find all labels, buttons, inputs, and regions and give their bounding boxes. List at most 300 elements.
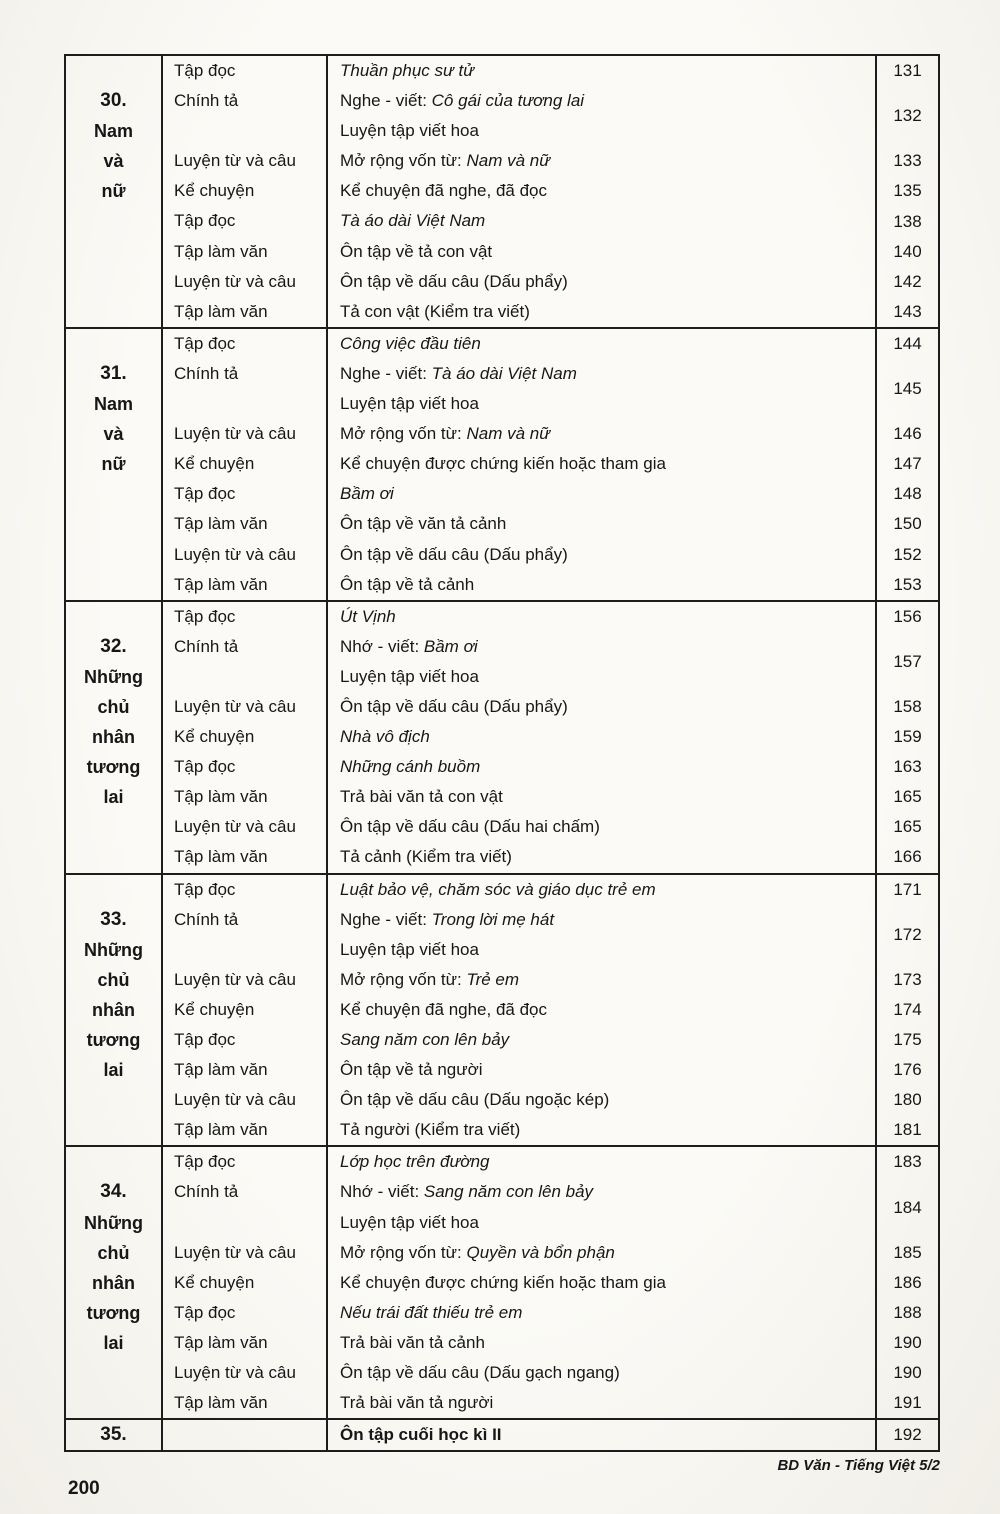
toc-row xyxy=(163,1085,938,1115)
toc-row xyxy=(163,1298,938,1328)
title-italic-segment: Nếu trái đất thiếu trẻ em xyxy=(340,1302,523,1322)
title-italic-segment: Út Vịnh xyxy=(340,606,396,626)
week-block xyxy=(66,1147,938,1420)
title-segment: Ôn tập về văn tả cảnh xyxy=(340,514,507,534)
title-segment: Ôn tập về dấu câu (Dấu phẩy) xyxy=(340,271,568,291)
lesson-type: Luyện từ và câu xyxy=(174,696,296,716)
lesson-title xyxy=(326,146,877,176)
toc-row xyxy=(163,1147,938,1177)
lesson-title-line xyxy=(340,419,875,449)
lesson-type: Kể chuyện xyxy=(174,181,255,201)
week-theme-word: tương xyxy=(86,1030,141,1050)
title-segment: Ôn tập về dấu câu (Dấu ngoặc kép) xyxy=(340,1090,610,1110)
toc-row xyxy=(163,632,938,692)
lesson-title-line xyxy=(340,602,875,632)
week-number: 32. xyxy=(100,635,127,657)
title-segment: Luyện tập viết hoa xyxy=(340,939,479,959)
lesson-title-line xyxy=(340,1358,875,1388)
title-segment: Luyện tập viết hoa xyxy=(340,1212,479,1232)
week-block xyxy=(66,1420,938,1450)
title-segment: Ôn tập về dấu câu (Dấu phẩy) xyxy=(340,544,568,564)
toc-row xyxy=(163,329,938,359)
week-rows xyxy=(163,602,938,873)
lesson-title xyxy=(326,509,877,539)
toc-row xyxy=(163,86,938,146)
toc-row xyxy=(163,359,938,419)
week-number: 30. xyxy=(100,90,127,112)
title-italic-segment: Bầm ơi xyxy=(340,484,394,504)
lesson-title-line xyxy=(340,632,875,662)
lesson-title-line xyxy=(340,146,875,176)
week-rows xyxy=(163,56,938,327)
title-segment: Ôn tập về tả cảnh xyxy=(340,574,475,594)
title-italic-segment: Trẻ em xyxy=(466,969,520,989)
lesson-type: Tập làm văn xyxy=(174,787,268,807)
lesson-title xyxy=(326,875,877,905)
lesson-type: Tập làm văn xyxy=(174,847,268,867)
toc-row xyxy=(163,206,938,236)
title-segment: Tả người (Kiểm tra viết) xyxy=(340,1120,521,1140)
lesson-title xyxy=(326,1358,877,1388)
lesson-type: Tập đọc xyxy=(174,879,236,899)
week-theme-word: chủ xyxy=(97,969,130,990)
lesson-title-line xyxy=(340,782,875,812)
lesson-title xyxy=(326,570,877,600)
title-segment: Ôn tập cuối học kì II xyxy=(340,1425,502,1445)
page-ref: 150 xyxy=(893,514,922,534)
page-ref: 145 xyxy=(893,379,922,399)
title-italic-segment: Công việc đầu tiên xyxy=(340,333,481,353)
title-segment: Nghe - viết: xyxy=(340,363,432,383)
page-ref: 191 xyxy=(893,1393,922,1413)
page-ref: 190 xyxy=(893,1332,922,1352)
lesson-type: Tập đọc xyxy=(174,1030,236,1049)
week-theme-word: Những xyxy=(83,666,144,687)
title-italic-segment: Nam và nữ xyxy=(466,151,550,171)
lesson-title xyxy=(326,1388,877,1418)
toc-row xyxy=(163,1358,938,1388)
lesson-title-line xyxy=(340,1298,875,1328)
lesson-title-line xyxy=(340,965,875,995)
week-theme-word: chủ xyxy=(97,1242,130,1263)
lesson-title xyxy=(326,540,877,570)
title-italic-segment: Nhà vô địch xyxy=(340,727,430,747)
page-ref: 165 xyxy=(893,817,922,837)
toc-row xyxy=(163,965,938,995)
title-italic-segment: Cô gái của tương lai xyxy=(431,91,585,111)
lesson-title-line xyxy=(340,56,875,86)
title-italic-segment: Tà áo dài Việt Nam xyxy=(431,363,577,383)
lesson-title xyxy=(326,842,877,872)
week-label xyxy=(66,602,163,873)
toc-row xyxy=(163,905,938,965)
lesson-title xyxy=(326,1055,877,1085)
title-italic-segment: Nam và nữ xyxy=(466,424,550,444)
page-ref: 153 xyxy=(893,574,922,594)
week-number: 35. xyxy=(100,1424,127,1446)
lesson-type xyxy=(163,1420,326,1450)
title-segment: Luyện tập viết hoa xyxy=(340,666,479,686)
title-segment: Kể chuyện được chứng kiến hoặc tham gia xyxy=(340,454,666,474)
lesson-title xyxy=(326,995,877,1025)
week-block xyxy=(66,56,938,329)
week-block xyxy=(66,329,938,602)
lesson-title-line xyxy=(340,297,875,327)
toc-table xyxy=(64,54,940,1452)
lesson-title-line xyxy=(340,1208,875,1238)
page-ref: 132 xyxy=(893,106,922,126)
title-segment: Nhớ - viết: xyxy=(340,636,424,656)
page-ref: 181 xyxy=(893,1120,922,1140)
week-theme-word: nhân xyxy=(92,1272,135,1293)
lesson-title-line xyxy=(340,1025,875,1055)
title-segment: Tả con vật (Kiểm tra viết) xyxy=(340,301,530,321)
page-ref: 142 xyxy=(893,271,922,291)
page-ref: 186 xyxy=(893,1272,922,1292)
week-label xyxy=(66,329,163,600)
lesson-type: Tập đọc xyxy=(174,333,236,353)
page-ref: 140 xyxy=(893,241,922,261)
title-italic-segment: Bầm ơi xyxy=(423,636,478,656)
page-ref: 131 xyxy=(893,61,922,81)
toc-row xyxy=(163,1268,938,1298)
lesson-type: Chính tả xyxy=(174,363,239,383)
toc-row xyxy=(163,56,938,86)
title-segment: Ôn tập về tả con vật xyxy=(340,241,493,261)
week-theme-word: chủ xyxy=(97,696,130,717)
title-italic-segment: Luật bảo vệ, chăm sóc và giáo dục trẻ em xyxy=(340,879,656,899)
lesson-type: Luyện từ và câu xyxy=(174,271,296,291)
toc-row xyxy=(163,602,938,632)
toc-row xyxy=(163,540,938,570)
week-theme-word: lai xyxy=(103,787,124,808)
lesson-type: Kể chuyện xyxy=(174,999,255,1019)
lesson-title xyxy=(326,1298,877,1328)
lesson-type: Tập đọc xyxy=(174,211,236,231)
lesson-title xyxy=(326,1328,877,1358)
lesson-title-line xyxy=(340,1420,875,1450)
toc-row xyxy=(163,297,938,327)
lesson-title-line xyxy=(340,267,875,297)
title-segment: Trả bài văn tả người xyxy=(340,1393,494,1413)
lesson-type: Tập đọc xyxy=(174,61,236,80)
lesson-title-line xyxy=(340,389,875,419)
lesson-title-line xyxy=(340,176,875,206)
page-ref: 144 xyxy=(893,333,922,353)
toc-row xyxy=(163,1420,938,1450)
lesson-type: Tập làm văn xyxy=(174,1060,268,1080)
page-ref: 147 xyxy=(893,454,922,474)
page-ref: 183 xyxy=(893,1152,922,1172)
lesson-title xyxy=(326,176,877,206)
lesson-title-line xyxy=(340,116,875,146)
lesson-title-line xyxy=(340,1177,875,1207)
lesson-title-line xyxy=(340,995,875,1025)
page-ref: 188 xyxy=(893,1302,922,1322)
title-segment: Trả bài văn tả con vật xyxy=(340,787,503,807)
title-segment: Ôn tập về dấu câu (Dấu hai chấm) xyxy=(340,817,600,837)
lesson-title-line xyxy=(340,1147,875,1177)
toc-row xyxy=(163,1388,938,1418)
toc-row xyxy=(163,995,938,1025)
lesson-type: Kể chuyện xyxy=(174,454,255,474)
lesson-type: Tập làm văn xyxy=(174,574,268,594)
lesson-type: Tập làm văn xyxy=(174,1332,268,1352)
lesson-title xyxy=(326,752,877,782)
lesson-title-line xyxy=(340,812,875,842)
page-ref: 166 xyxy=(893,847,922,867)
lesson-title-line xyxy=(340,752,875,782)
page-ref: 146 xyxy=(893,424,922,444)
lesson-title-line xyxy=(340,1085,875,1115)
lesson-title xyxy=(326,782,877,812)
week-block xyxy=(66,875,938,1148)
lesson-type: Kể chuyện xyxy=(174,727,255,747)
week-theme-word: và xyxy=(103,151,124,172)
lesson-title-line xyxy=(340,1238,875,1268)
title-segment: Nhớ - viết: xyxy=(340,1182,424,1202)
toc-row xyxy=(163,752,938,782)
lesson-title-line xyxy=(340,509,875,539)
lesson-title-line xyxy=(340,206,875,236)
title-italic-segment: Quyền và bổn phận xyxy=(466,1242,615,1262)
week-theme-word: Những xyxy=(83,1212,144,1233)
lesson-title xyxy=(326,1025,877,1055)
page-ref: 180 xyxy=(893,1090,922,1110)
week-rows xyxy=(163,1420,938,1450)
toc-row xyxy=(163,1238,938,1268)
lesson-title-line xyxy=(340,1055,875,1085)
toc-row xyxy=(163,1328,938,1358)
lesson-title-line xyxy=(340,86,875,116)
week-label xyxy=(66,875,163,1146)
week-theme-word: Nam xyxy=(93,394,133,415)
page-ref: 158 xyxy=(893,697,922,717)
week-label xyxy=(66,1147,163,1418)
page-ref: 157 xyxy=(893,651,922,671)
title-segment: Kể chuyện đã nghe, đã đọc xyxy=(340,999,547,1019)
toc-row xyxy=(163,570,938,600)
lesson-title-line xyxy=(340,842,875,872)
lesson-title-line xyxy=(340,692,875,722)
title-segment: Kể chuyện đã nghe, đã đọc xyxy=(340,181,547,201)
week-rows xyxy=(163,1147,938,1418)
lesson-title xyxy=(326,86,877,146)
toc-row xyxy=(163,1055,938,1085)
page-ref: 190 xyxy=(893,1363,922,1383)
lesson-title xyxy=(326,359,877,419)
toc-row xyxy=(163,479,938,509)
week-block xyxy=(66,602,938,875)
lesson-title xyxy=(326,206,877,236)
title-segment: Tả cảnh (Kiểm tra viết) xyxy=(340,847,512,867)
page-ref: 135 xyxy=(893,181,922,201)
toc-row xyxy=(163,875,938,905)
lesson-title xyxy=(326,329,877,359)
lesson-title-line xyxy=(340,359,875,389)
lesson-title xyxy=(326,1420,877,1450)
lesson-title-line xyxy=(340,722,875,752)
week-rows xyxy=(163,329,938,600)
lesson-type: Tập làm văn xyxy=(174,514,268,534)
week-theme-word: Những xyxy=(83,939,144,960)
lesson-title xyxy=(326,812,877,842)
lesson-title-line xyxy=(340,1268,875,1298)
lesson-title-line xyxy=(340,1115,875,1145)
week-theme-word: tương xyxy=(86,1302,141,1323)
title-italic-segment: Tà áo dài Việt Nam xyxy=(340,211,486,231)
toc-row xyxy=(163,449,938,479)
title-italic-segment: Lớp học trên đường xyxy=(340,1152,490,1172)
week-rows xyxy=(163,875,938,1146)
lesson-type: Tập đọc xyxy=(174,1152,236,1172)
toc-row xyxy=(163,782,938,812)
week-label xyxy=(66,56,163,327)
toc-row xyxy=(163,692,938,722)
lesson-title-line xyxy=(340,905,875,935)
lesson-type: Chính tả xyxy=(174,1182,239,1202)
lesson-title xyxy=(326,297,877,327)
title-segment: Kể chuyện được chứng kiến hoặc tham gia xyxy=(340,1272,666,1292)
page-ref: 148 xyxy=(893,484,922,504)
week-label xyxy=(66,1420,163,1450)
title-segment: Luyện tập viết hoa xyxy=(340,394,479,414)
lesson-type: Tập đọc xyxy=(174,757,236,777)
week-theme-word: nhân xyxy=(92,727,135,748)
page-ref: 152 xyxy=(893,544,922,564)
lesson-type: Luyện từ và câu xyxy=(174,151,296,171)
lesson-title xyxy=(326,1115,877,1145)
title-segment: Mở rộng vốn từ: xyxy=(340,1242,467,1262)
page-ref: 172 xyxy=(893,924,922,944)
lesson-title xyxy=(326,1268,877,1298)
page-ref: 192 xyxy=(893,1425,922,1445)
lesson-title-line xyxy=(340,662,875,692)
lesson-title xyxy=(326,692,877,722)
title-segment: Trả bài văn tả cảnh xyxy=(340,1332,485,1352)
lesson-title-line xyxy=(340,1328,875,1358)
page-ref: 174 xyxy=(893,999,922,1019)
toc-row xyxy=(163,1177,938,1237)
week-theme-word: nữ xyxy=(101,454,126,475)
page-ref: 184 xyxy=(893,1197,922,1217)
title-segment: Mở rộng vốn từ: xyxy=(340,969,467,989)
lesson-type: Luyện từ và câu xyxy=(174,817,296,837)
lesson-type: Tập đọc xyxy=(174,484,236,504)
lesson-type: Chính tả xyxy=(174,91,239,111)
lesson-title xyxy=(326,722,877,752)
lesson-title xyxy=(326,419,877,449)
lesson-title xyxy=(326,237,877,267)
week-number: 34. xyxy=(100,1181,127,1203)
title-italic-segment: Trong lời mẹ hát xyxy=(431,909,555,929)
page-ref: 175 xyxy=(893,1030,922,1050)
title-italic-segment: Sang năm con lên bảy xyxy=(423,1182,594,1202)
week-theme-word: lai xyxy=(103,1332,124,1353)
lesson-title-line xyxy=(340,540,875,570)
lesson-type: Kể chuyện xyxy=(174,1272,255,1292)
lesson-title xyxy=(326,1177,877,1237)
lesson-title xyxy=(326,1147,877,1177)
lesson-title-line xyxy=(340,449,875,479)
week-theme-word: nhân xyxy=(92,999,135,1020)
page-ref: 171 xyxy=(893,879,922,899)
lesson-title-line xyxy=(340,329,875,359)
lesson-type: Luyện từ và câu xyxy=(174,969,296,989)
lesson-title xyxy=(326,965,877,995)
lesson-type: Chính tả xyxy=(174,636,239,656)
title-italic-segment: Những cánh buồm xyxy=(340,757,481,777)
toc-row xyxy=(163,509,938,539)
week-theme-word: tương xyxy=(86,757,141,778)
title-segment: Mở rộng vốn từ: xyxy=(340,151,467,171)
toc-row xyxy=(163,146,938,176)
lesson-type: Luyện từ và câu xyxy=(174,1242,296,1262)
lesson-type: Tập làm văn xyxy=(174,1120,268,1140)
lesson-title-line xyxy=(340,935,875,965)
toc-row xyxy=(163,176,938,206)
page-ref: 173 xyxy=(893,969,922,989)
title-segment: Luyện tập viết hoa xyxy=(340,121,479,141)
title-segment: Ôn tập về dấu câu (Dấu gạch ngang) xyxy=(340,1363,620,1383)
lesson-title xyxy=(326,449,877,479)
lesson-type: Luyện từ và câu xyxy=(174,424,296,444)
toc-row xyxy=(163,722,938,752)
week-theme-word: Nam xyxy=(93,121,133,142)
page-ref: 156 xyxy=(893,606,922,626)
lesson-type: Luyện từ và câu xyxy=(174,544,296,564)
toc-row xyxy=(163,419,938,449)
lesson-type: Tập đọc xyxy=(174,1302,236,1322)
lesson-title xyxy=(326,632,877,692)
week-theme-word: và xyxy=(103,424,124,445)
toc-row xyxy=(163,842,938,872)
folio-page-number: 200 xyxy=(68,1478,100,1499)
title-segment: Nghe - viết: xyxy=(340,909,432,929)
lesson-title xyxy=(326,56,877,86)
lesson-type: Luyện từ và câu xyxy=(174,1363,296,1383)
lesson-type: Chính tả xyxy=(174,909,239,929)
toc-row xyxy=(163,1025,938,1055)
lesson-type: Tập đọc xyxy=(174,606,236,626)
lesson-title xyxy=(326,1238,877,1268)
lesson-title-line xyxy=(340,570,875,600)
lesson-title-line xyxy=(340,479,875,509)
lesson-title xyxy=(326,479,877,509)
page-ref: 185 xyxy=(893,1242,922,1262)
week-theme-word: nữ xyxy=(101,181,126,202)
lesson-title-line xyxy=(340,875,875,905)
toc-row xyxy=(163,1115,938,1145)
lesson-type: Tập làm văn xyxy=(174,301,268,321)
lesson-title-line xyxy=(340,237,875,267)
title-italic-segment: Sang năm con lên bảy xyxy=(340,1030,510,1049)
page-ref: 163 xyxy=(893,757,922,777)
lesson-title-line xyxy=(340,1388,875,1418)
page-ref: 176 xyxy=(893,1060,922,1080)
week-number: 33. xyxy=(100,908,127,930)
title-segment: Ôn tập về dấu câu (Dấu phẩy) xyxy=(340,696,568,716)
title-italic-segment: Thuần phục sư tử xyxy=(340,61,475,80)
title-segment: Mở rộng vốn từ: xyxy=(340,424,467,444)
lesson-type: Tập làm văn xyxy=(174,241,268,261)
toc-row xyxy=(163,812,938,842)
book-edition-label: BD Văn - Tiếng Việt 5/2 xyxy=(777,1457,940,1474)
toc-row xyxy=(163,237,938,267)
page-ref: 159 xyxy=(893,727,922,747)
lesson-type: Tập làm văn xyxy=(174,1393,268,1413)
page-ref: 165 xyxy=(893,787,922,807)
